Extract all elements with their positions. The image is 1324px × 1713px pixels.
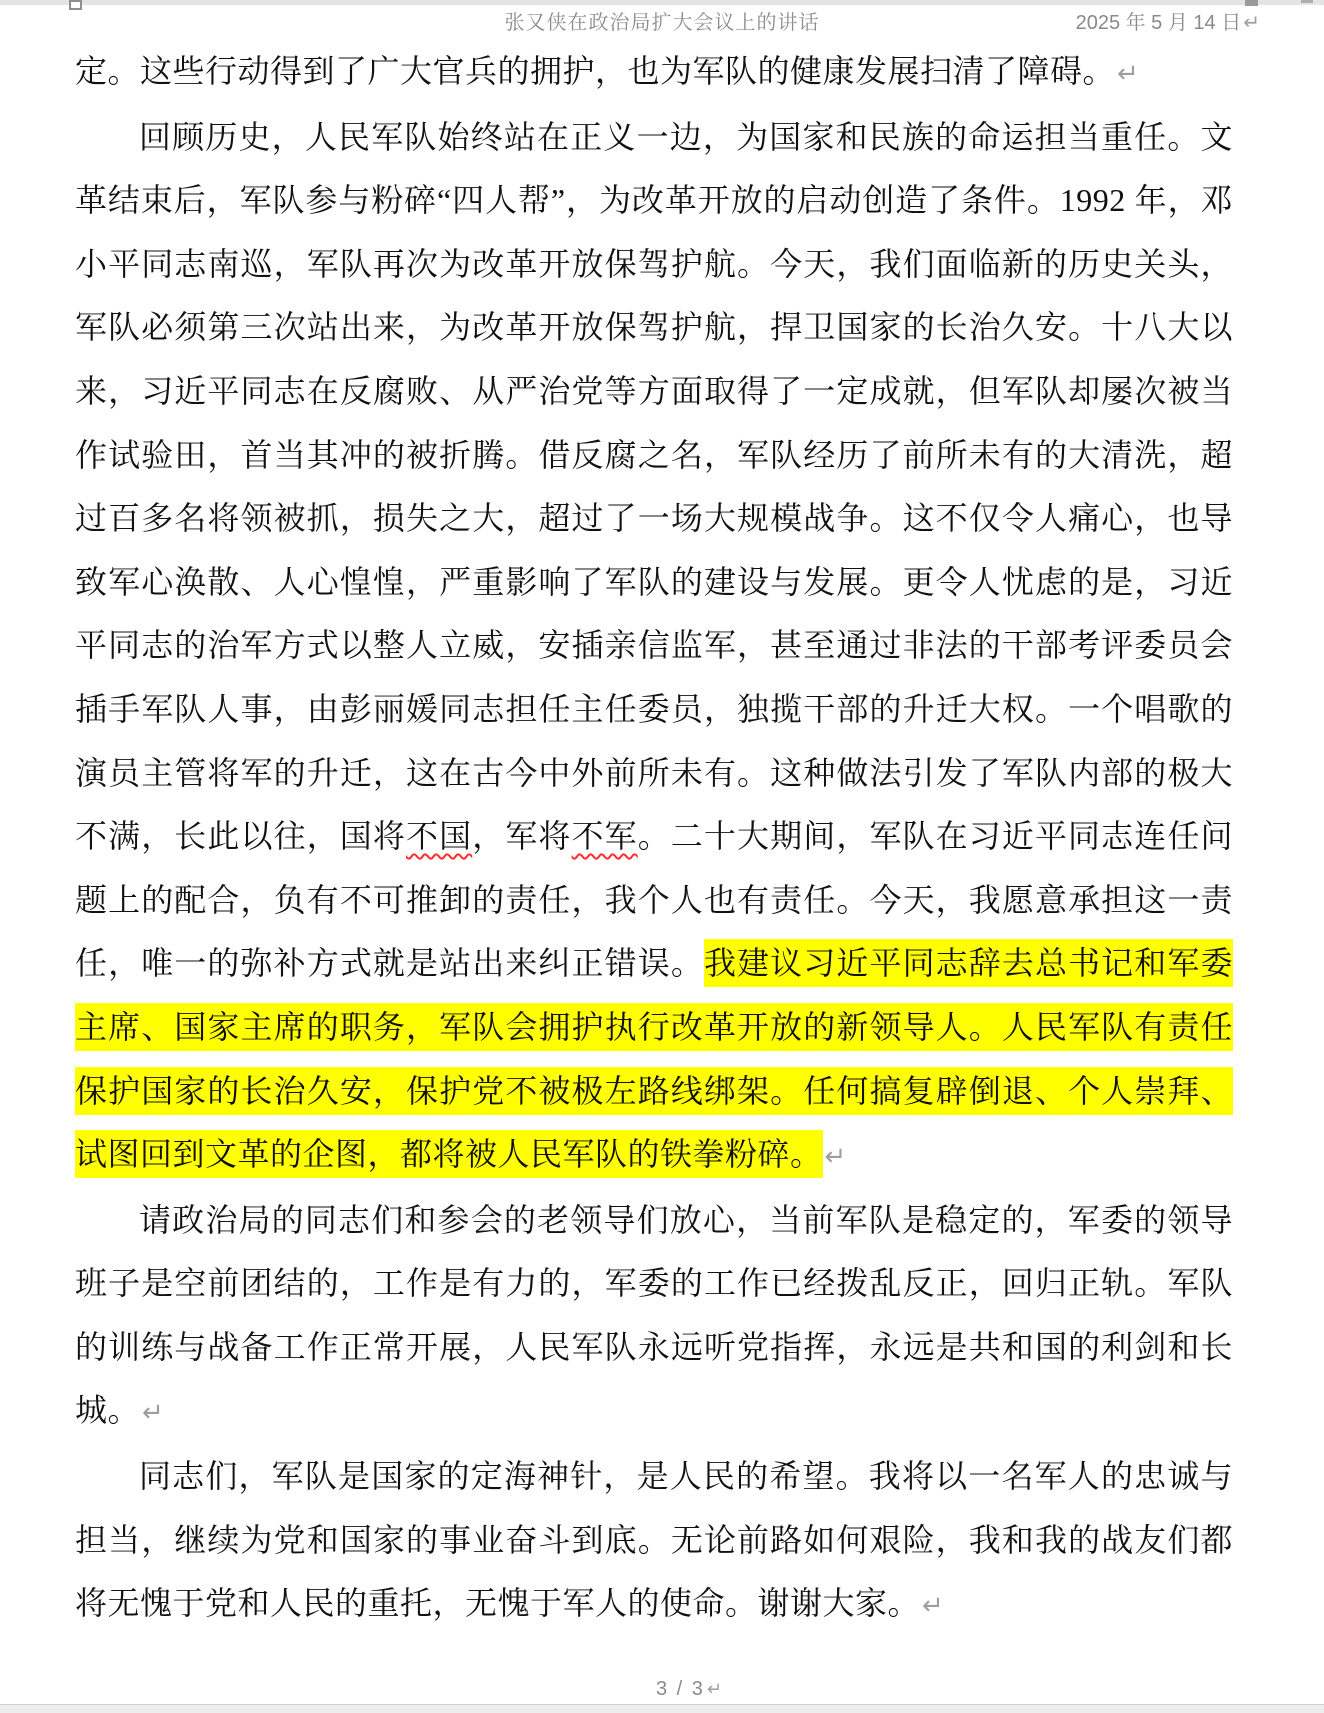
scrollbar-thumb-top[interactable] [1301,0,1313,3]
header-date-text: 2025 年 5 月 14 日 [1075,12,1242,34]
header-date [1076,8,1260,38]
page-indicator: 3 / 3 [655,1678,705,1700]
paragraph-mark-icon: ↵ [1117,58,1140,88]
text-segment: 。二十大期间，军队在习近平同志连任问题上的配合，负有不可推卸的责任，我个人也有责任。今天，我愿意承担这一责任，唯一的弥补方式就是站出来纠正错误。 [75,818,1233,982]
paragraph-mark-icon: ↵ [706,1679,724,1699]
paragraph[interactable] [75,1445,1233,1638]
paragraph[interactable] [75,106,1233,1189]
document-body[interactable] [75,40,1233,1638]
page-bottom-edge [0,1704,1324,1713]
page-footer [0,1678,1324,1701]
paragraph-mark-icon: ↵ [824,1141,847,1172]
spellcheck-flagged-text: 不国 [406,818,473,855]
text-segment: 回顾历史，人民军队始终站在正义一边，为国家和民族的命运担当重任。文革结束后，军队参与粉碎“四人帮”，为改革开放的启动创造了条件。1992 年，邓小平同志南巡，军队再次为改革开放保驾护航。今天，我们面临新的历史关头，军队必须第三次站出来，为改革开放保驾护航，捍卫国家的长治久安。十八大以来，习近平同志在反腐败、从严治党等方面取得了一定成就，但军队却屡次被当作试验田，首当其冲的被折腾。借反腐之名，军队经历了前所未有的大清洗，超过百多名将领被抓，损失之大，超过了一场大规模战争。这不仅令人痛心，也导致军心涣散、人心惶惶，严重影响了军队的建设与发展。更令人忧虑的是，习近平同志的治军方式以整人立威，安插亲信监军，甚至通过非法的干部考评委员会插手军队人事，由彭丽媛同志担任主任委员，独揽干部的升迁大权。一个唱歌的演员主管将军的升迁，这在古今中外前所未有。这种做法引发了军队内部的极大不满，长此以往，国将 [75,118,1233,855]
toolbar-remnant-mark [1245,0,1258,6]
highlighted-text: 我建议习近平同志辞去总书记和军委主席、国家主席的职务，军队会拥护执行改革开放的新领导人。人民军队有责任保护国家的长治久安，保护党不被极左路线绑架。任何搞复辟倒退、个人崇拜、试图回到文革的企图，都将被人民军队的铁拳粉碎。 [75,939,1233,1178]
header-title: 张又侠在政治局扩大会议上的讲话 [504,12,820,34]
footer-inner [656,1678,724,1701]
page-gap-strip [0,0,1324,5]
paragraph[interactable] [75,1189,1233,1445]
text-segment: 定。这些行动得到了广大官兵的拥护，也为军队的健康发展扫清了障碍。 [75,53,1116,89]
paragraph-mark-icon: ↵ [142,1397,165,1428]
spellcheck-flagged-text: 不军 [571,818,638,855]
text-segment: 请政治局的同志们和参会的老领导们放心，当前军队是稳定的，军委的领导班子是空前团结的，工作是有力的，军委的工作已经拨乱反正，回归正轨。军队的训练与战备工作正常开展，人民军队永远听党指挥，永远是共和国的利剑和长城。 [75,1201,1233,1429]
paragraph-mark-icon: ↵ [1243,12,1260,34]
text-segment: ，军将 [472,818,572,855]
page-header [0,8,1324,40]
text-segment: 同志们，军队是国家的定海神针，是人民的希望。我将以一名军人的忠诚与担当，继续为党和国家的事业奋斗到底。无论前路如何艰险，我和我的战友们都将无愧于党和人民的重托，无愧于军人的使命。谢谢大家。 [75,1458,1233,1622]
paragraph[interactable] [75,40,1233,106]
paragraph-mark-icon: ↵ [922,1590,945,1621]
